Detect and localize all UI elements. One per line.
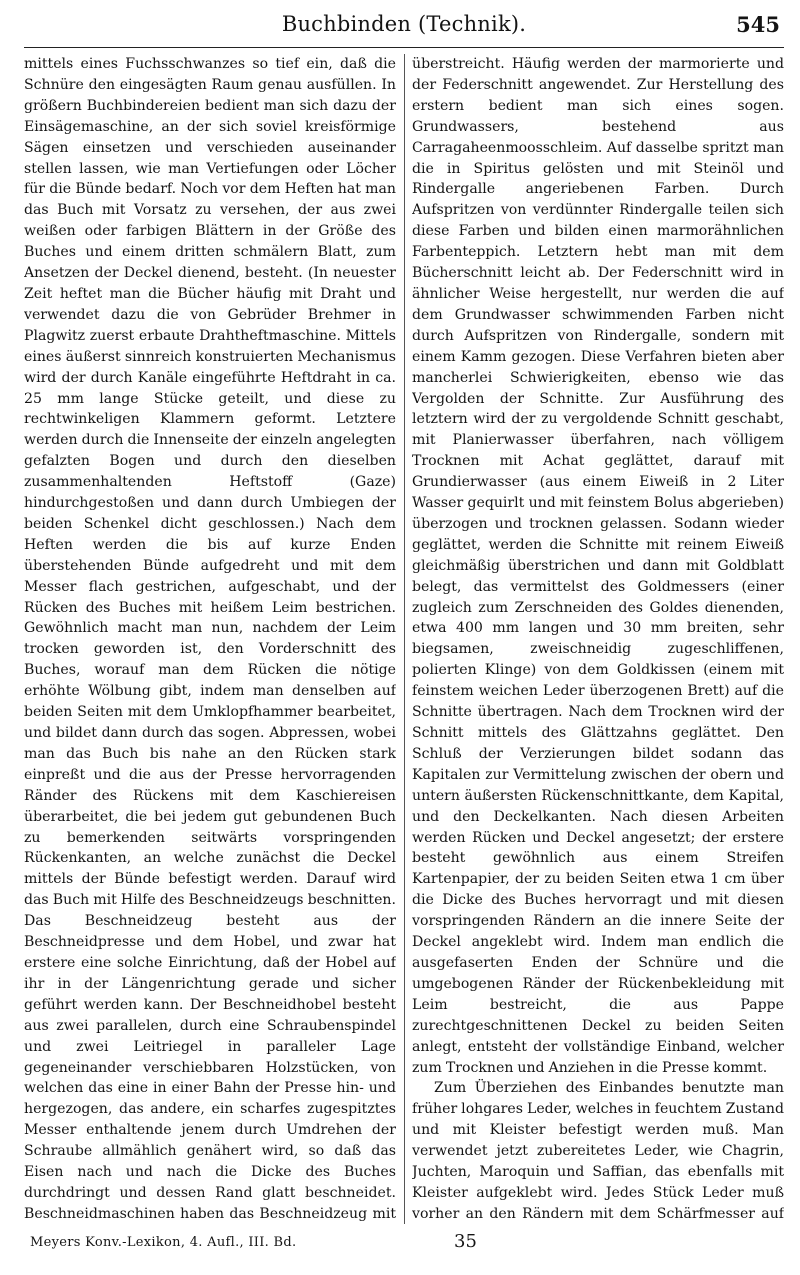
paragraph: mittels eines Fuchsschwanzes so tief ein, daß die Schnüre den eingesägten Raum genau ausfüllen. In größern Buchbindereien bedient man sich dazu der Einsägemaschine, an der sich soviel kreisförmige Sägen einsetzen und verschieden auseinander stellen lassen, wie man Vertiefungen oder Löcher für die Bünde bedarf. Noch vor dem Heften hat man das Buch mit Vorsatz zu versehen, der aus zwei weißen oder farbigen Blättern in der Größe des Buches und einem dritten schmälern Blatt, zum Ansetzen der Deckel dienend, besteht. (In neuester Zeit heftet man die Bücher häufig mit Draht und verwendet dazu die von Gebrüder Brehmer in Plagwitz zuerst erbaute Drahtheftmaschine. Mittels eines äußerst sinnreich konstruierten Mechanismus wird der durch Kanäle eingeführte Heftdraht in ca. 25 mm lange Stücke geteilt, und diese zu rechtwinkeligen Klammern geformt. Letztere werden durch die Innenseite der einzeln angelegten gefalzten Bogen und durch den dieselben zusammenhaltenden Heftstoff (Gaze) hindurchgestoßen und dann durch Umbiegen der beiden Schenkel dicht geschlossen.) Nach dem Heften werden die bis auf kurze Enden überstehenden Bünde aufgedreht und mit dem Messer flach gestrichen, aufgeschabt, und der Rücken des Buches mit heißem Leim bestrichen. Gewöhnlich macht man nun, nachdem der Leim trocken geworden ist, den Vorderschnitt des Buches, worauf man dem Rücken die nötige erhöhte Wölbung gibt, indem man denselben auf beiden Seiten mit dem Umklopfhammer bearbeitet, und bildet dann durch das sogen. Abpressen, wobei man das Buch bis nahe an den Rücken stark einpreßt und die aus der Presse hervorragenden Ränder des Rückens mit dem Kaschiereisen überarbeitet, die bei jedem gut gebundenen Buch zu bemerkenden seitwärts vorspringenden Rückenkanten, an welche zunächst die Deckel mittels der Bünde befestigt werden. Darauf wird das Buch mit Hilfe des Beschneidzeugs beschnitten. Das Beschneidzeug besteht aus der Beschneidpresse und dem Hobel, und zwar hat erstere eine solche Einrichtung, daß der Hobel auf ihr in der Längenrichtung gerade und sicher geführt werden kann. Der Beschneidhobel besteht aus zwei parallelen, durch eine Schraubenspindel und zwei Leitriegel in paralleler Lage gegeneinander verschiebbaren Holzstücken, von welchen das eine in einer Bahn der Presse hin- und hergezogen, das andere, ein scharfes zugespitztes Messer enthaltende jenem durch Umdrehen der Schraube allmählich genähert wird, so daß das Eisen nach und nach die Dicke des Buches durchdringt und dessen Rand glatt beschneidet. Beschneidmaschinen haben das Beschneidzeug mit	[24, 56, 396, 1222]
page-number: 545	[736, 12, 780, 37]
page-footer	[24, 1231, 784, 1257]
right-column	[412, 54, 784, 1224]
left-column	[24, 54, 396, 1224]
paragraph: Zum Überziehen des Einbandes benutzte man früher lohgares Leder, welches in feuchtem Zustand und mit Kleister befestigt werden muß. Man verwendet jetzt zubereitetes Leder, wie Chagrin, Juchten, Maroquin und Saffian, das ebenfalls mit Kleister aufgeklebt wird. Jedes Stück Leder muß vorher an den Rändern mit dem Schärfmesser auf	[412, 1080, 784, 1222]
header-rule	[24, 47, 784, 48]
paragraph: überstreicht. Häufig werden der marmorierte und der Federschnitt angewendet. Zur Herstellung des erstern bedient man sich eines sogen. Grundwassers, bestehend aus Carragaheenmoosschleim. Auf dasselbe spritzt man die in Spiritus gelösten und mit Steinöl und Rindergalle angeriebenen Farben. Durch Aufspritzen von verdünnter Rindergalle teilen sich diese Farben und bilden einen marmorähnlichen Farbenteppich. Letztern hebt man mit dem Bücherschnitt leicht ab. Der Federschnitt wird in ähnlicher Weise hergestellt, nur werden die auf dem Grundwasser schwimmenden Farben nicht durch Aufspritzen von Rindergalle, sondern mit einem Kamm gezogen. Diese Verfahren bieten aber mancherlei Schwierigkeiten, ebenso wie das Vergolden der Schnitte. Zur Ausführung des letztern wird der zu vergoldende Schnitt geschabt, mit Planierwasser überfahren, nach völligem Trocknen mit Achat geglättet, darauf mit Grundierwasser (aus einem Eiweiß in 2 Liter Wasser gequirlt und mit feinstem Bolus abgerieben) überzogen und trocknen gelassen. Sodann wieder geglättet, werden die Schnitte mit reinem Eiweiß gleichmäßig überstrichen und dann mit Goldblatt belegt, das vermittelst des Goldmessers (einer zugleich zum Zerschneiden des Goldes dienenden, etwa 400 mm langen und 30 mm breiten, sehr biegsamen, zweischneidig zugeschliffenen, polierten Klinge) von dem Goldkissen (einem mit feinstem weichen Leder überzogenen Brett) auf die Schnitte übertragen. Nach dem Trocknen wird der Schnitt mittels des Glättzahns geglättet. Den Schluß der Verzierungen bildet sodann das Kapitalen zur Vermittelung zwischen der obern und untern äußersten Rückenschnittkante, dem Kapital, und den Deckelkanten. Nach diesen Arbeiten werden Rücken und Deckel angesetzt; der erstere besteht gewöhnlich aus einem Streifen Kartenpapier, der zu beiden Seiten etwa 1 cm über die Dicke des Buches hervorragt und mit diesen vorspringenden Rändern an die innere Seite der Deckel angeklebt wird. Indem man endlich die ausgefaserten Enden der Schnüre und die umgebogenen Ränder der Rückenbekleidung mit Leim bestreicht, die aus Pappe zurechtgeschnittenen Deckel zu beiden Seiten anlegt, entsteht der vollständige Einband, welcher zum Trocknen und Anziehen in die Presse kommt.	[412, 56, 784, 1076]
running-header	[24, 12, 784, 46]
source-line: Meyers Konv.-Lexikon, 4. Aufl., III. Bd.	[30, 1235, 297, 1250]
column-divider	[404, 54, 405, 1224]
text-columns	[24, 54, 784, 1224]
sheet-signature: 35	[454, 1231, 477, 1252]
running-title: Buchbinden (Technik).	[281, 12, 527, 36]
